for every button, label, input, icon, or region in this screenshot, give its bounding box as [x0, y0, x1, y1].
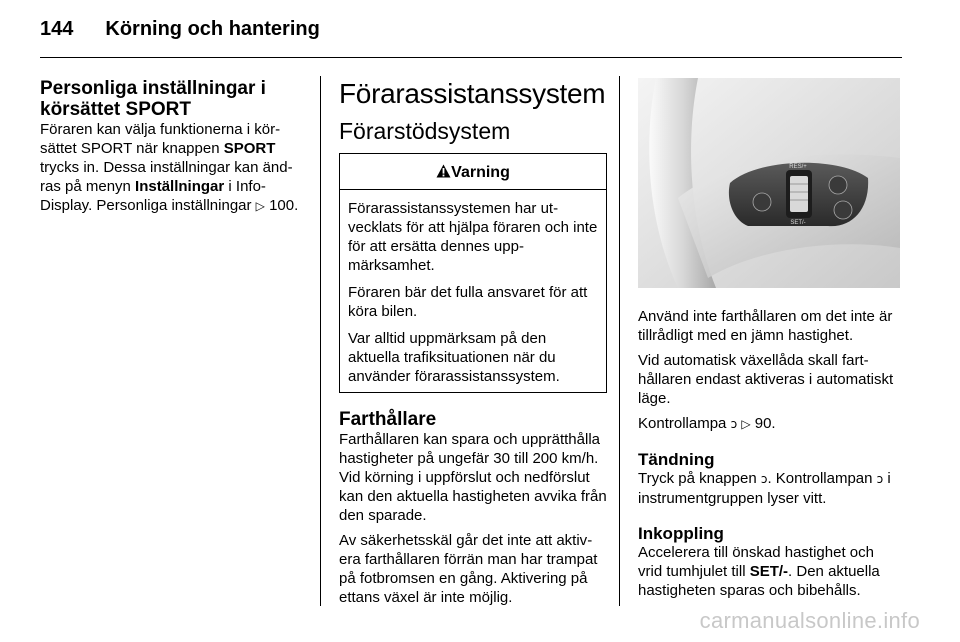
warning-label: Varning	[451, 164, 510, 181]
page-number: 144	[40, 18, 74, 40]
steering-wheel-illustration	[638, 78, 900, 288]
sport-settings-heading: Personliga inställningar i körsättet SPORT	[40, 78, 266, 120]
column-divider-2	[619, 76, 620, 606]
subsection-title: Förarstödsystem	[339, 118, 511, 144]
cruise-control-icon: ↄ	[876, 472, 884, 486]
warning-body	[340, 190, 606, 392]
res-plus-label: RES/+	[789, 164, 807, 170]
cruise-control-paragraph-2: Av säkerhetsskäl går det inte att aktivera farthållaren förrän man har trampat på fotbromsen en gång. Aktivering på ettans växel är inte möjlig.	[339, 532, 598, 606]
page-header	[40, 18, 320, 41]
ignition-heading: Tändning	[638, 450, 715, 469]
cruise-control-paragraph-1: Farthållaren kan spara och upprätthålla hastigheter på ungefär 30 till 200 km/h. Vid körning i uppförslut och nedförslut kan den aktuella hastigheten avvika från den sparade.	[339, 431, 607, 524]
set-minus-bold: SET/-	[749, 563, 789, 580]
cruise-control-icon: ↄ	[760, 472, 768, 486]
warning-text-3: Var alltid uppmärksam på den aktuella trafiksituationen när du använder förarassistanssystem.	[348, 330, 560, 385]
column-divider-1	[320, 76, 321, 606]
warning-header	[340, 154, 606, 190]
section-title: Förarassistanssystem	[339, 78, 606, 109]
warning-box	[339, 153, 607, 393]
column-left	[40, 78, 308, 222]
settings-menu-label: Inställningar	[135, 178, 225, 195]
column-right	[638, 78, 900, 606]
cruise-advice-paragraph: Använd inte farthållaren om det inte är tillrådligt med en jämn hastighet.	[638, 308, 893, 344]
header-divider	[40, 57, 902, 58]
warning-triangle-icon	[436, 164, 451, 178]
control-lamp-paragraph: Kontrollampa ↄ ▷ 90.	[638, 415, 776, 432]
page-reference-arrow-icon: ▷	[741, 417, 751, 431]
automatic-gearbox-paragraph: Vid automatisk växellåda skall farthållaren endast aktiveras i automatiskt läge.	[638, 352, 894, 407]
watermark: carmanualsonline.info	[699, 608, 920, 633]
column-middle	[339, 78, 607, 613]
cruise-control-heading: Farthållare	[339, 409, 437, 430]
cruise-control-icon: ↄ	[730, 417, 738, 431]
engagement-paragraph: Accelerera till önskad hastighet och vrid tumhjulet till SET/-. Den aktuella hastigheten sparas och bibehålls.	[638, 544, 880, 599]
ignition-paragraph: Tryck på knappen ↄ. Kontrollampan ↄ i instrumentgruppen lyser vitt.	[638, 470, 891, 507]
chapter-title: Körning och hantering	[105, 18, 320, 40]
warning-text-1: Förarassistanssystemen har utvecklats för att hjälpa föraren och inte för att ersätta dennes uppmärksamhet.	[348, 200, 598, 274]
page-reference-arrow-icon: ▷	[255, 199, 265, 213]
set-minus-label: SET/-	[790, 220, 806, 226]
engagement-heading: Inkoppling	[638, 524, 724, 543]
sport-settings-paragraph: Föraren kan välja funktionerna i körsättet SPORT när knappen SPORT trycks in. Dessa inställningar kan ändras på menyn Inställningar i Info-Display. Personliga inställningar ▷ 100.	[40, 121, 299, 214]
sport-button-label: SPORT	[223, 140, 276, 157]
warning-text-2: Föraren bär det fulla ansvaret för att köra bilen.	[348, 284, 588, 320]
